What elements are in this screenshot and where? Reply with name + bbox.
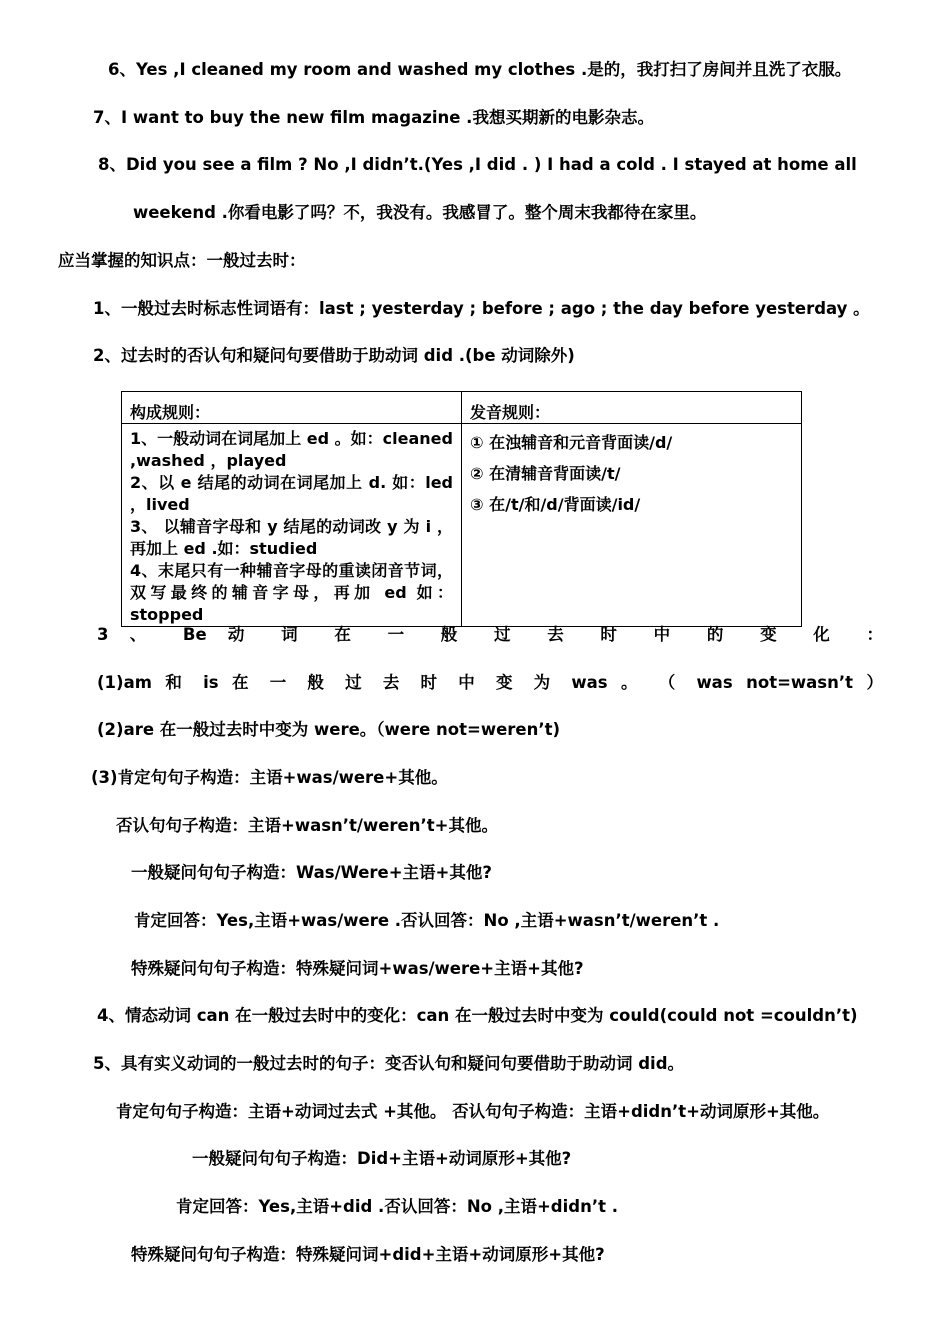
pronunciation-rules-cell <box>462 424 802 627</box>
formation-rule-1: 1、一般动词在词尾加上 ed 。如：cleaned ,washed ，played <box>130 429 453 470</box>
section-3-negative: 否认句句子构造：主语+wasn’t/weren’t+其他。 <box>116 816 498 835</box>
section-5-affirmative-negative: 肯定句句子构造：主语+动词过去式 +其他。 否认句句子构造：主语+didn’t+动词原形+其他。 <box>116 1102 830 1121</box>
table-header-pronunciation: 发音规则： <box>462 392 802 424</box>
formation-rule-4: 4、末尾只有一种辅音字母的重读闭音节词，双写最终的辅音字母，再加 ed 如：stopped <box>130 561 453 624</box>
pronunciation-rule-2: ② 在清辅音背面读/t/ <box>470 464 621 483</box>
section-5-title: 5、具有实义动词的一般过去时的句子：变否认句和疑问句要借助于助动词 did。 <box>93 1054 685 1073</box>
formation-rule-3: 3、 以辅音字母和 y 结尾的动词改 y 为 i ，再加上 ed .如：studied <box>130 517 453 558</box>
formation-rule-2: 2、以 e 结尾的动词在词尾加上 d. 如：led ，lived <box>130 473 453 514</box>
point-1: 1、一般过去时标志性词语有：last ; yesterday ; before ; ago ; the day before yesterday 。 <box>93 299 870 318</box>
section-heading: 应当掌握的知识点：一般过去时： <box>58 251 306 270</box>
section-5-answers: 肯定回答：Yes,主语+did .否认回答：No ,主语+didn’t . <box>176 1197 619 1216</box>
formation-rules-cell <box>122 424 462 627</box>
pronunciation-rule-3: ③ 在/t/和/d/背面读/id/ <box>470 495 641 514</box>
section-5-wh-question: 特殊疑问句句子构造：特殊疑问词+did+主语+动词原形+其他? <box>131 1245 605 1264</box>
section-3-item-1: (1)am 和 is 在 一 般 过 去 时 中 变 为 was 。 （ was not=wasn’t ） <box>97 673 883 692</box>
section-3-item-2: (2)are 在一般过去时中变为 were。（were not=weren’t) <box>97 720 561 739</box>
section-3-title: 3 、 Be 动 词 在 一 般 过 去 时 中 的 变 化 ： <box>97 625 883 644</box>
example-sentence-6: 6、Yes ,I cleaned my room and washed my clothes .是的，我打扫了房间并且洗了衣服。 <box>108 60 852 79</box>
example-sentence-8-line2: weekend .你看电影了吗？不，我没有。我感冒了。整个周末我都待在家里。 <box>133 203 707 222</box>
example-sentence-7: 7、I want to buy the new film magazine .我想买期新的电影杂志。 <box>93 108 654 127</box>
section-3-item-3: (3)肯定句句子构造：主语+was/were+其他。 <box>91 768 448 787</box>
pronunciation-rule-1: ① 在浊辅音和元音背面读/d/ <box>470 433 673 452</box>
table-header-formation: 构成规则： <box>122 392 462 424</box>
section-3-answers: 肯定回答：Yes,主语+was/were .否认回答：No ,主语+wasn’t/weren’t . <box>134 911 720 930</box>
rules-table <box>121 391 802 627</box>
section-3-wh-question: 特殊疑问句句子构造：特殊疑问词+was/were+主语+其他? <box>131 959 584 978</box>
section-4-title: 4、情态动词 can 在一般过去时中的变化：can 在一般过去时中变为 could(could not =couldn’t) <box>97 1006 858 1025</box>
example-sentence-8-line1: 8、Did you see a film ? No ,I didn’t.(Yes ,I did . ) I had a cold . I stayed at home all <box>98 155 857 174</box>
section-3-question: 一般疑问句句子构造：Was/Were+主语+其他? <box>131 863 492 882</box>
point-2: 2、过去时的否认句和疑问句要借助于助动词 did .(be 动词除外) <box>93 346 575 365</box>
section-5-question: 一般疑问句句子构造：Did+主语+动词原形+其他? <box>192 1149 572 1168</box>
